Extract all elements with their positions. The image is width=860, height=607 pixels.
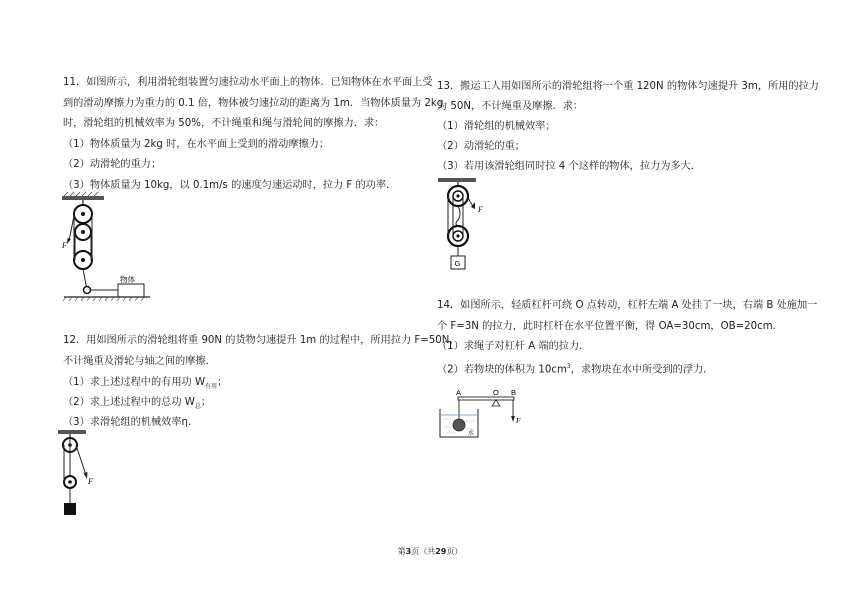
page-total: 29: [435, 547, 447, 556]
q11-stem-line-2: 到的滑动摩擦力为重力的 0.1 倍，物体被匀速拉动的距离为 1m．当物体质量为 2kg: [63, 98, 444, 109]
q13-stem-line-1: 13．搬运工人用如图所示的滑轮组将一个重 120N 的物体匀速提升 3m，所用的拉力: [437, 81, 819, 92]
q14-force-label: F: [516, 416, 521, 425]
q12-sub-2: （2）求上述过程中的总功 $W_总$；: [63, 397, 212, 411]
q12-stem-line-2: 不计绳重及滑轮与轴之间的摩擦．: [63, 356, 216, 367]
q13-pulley-figure: [438, 178, 498, 270]
q14-stem-line-1: 14．如图所示，轻质杠杆可绕 O 点转动，杠杆左端 A 处挂了一块，右端 B 处施加一: [437, 300, 818, 311]
page-footer: 第3页（共29页）: [397, 547, 463, 556]
q11-sub-1: （1）物体质量为 2kg 时，在水平面上受到的滑动摩擦力；: [63, 139, 330, 150]
q13-stem-line-2: 为 50N，不计绳重及摩擦．求：: [437, 101, 584, 112]
q11-stem-line-1: 11．如图所示，利用滑轮组装置匀速拉动水平面上的物体．已知物体在水平面上受: [63, 77, 433, 88]
q14-water-label: 水: [468, 430, 475, 437]
q12-force-label: F: [88, 477, 93, 486]
q13-force-label: F: [478, 205, 483, 214]
q13-sub-1: （1）滑轮组的机械效率；: [437, 121, 556, 132]
q12-stem-line-1: 12．用如图所示的滑轮组将重 90N 的货物匀速提升 1m 的过程中，所用拉力 F=50N，: [63, 335, 460, 346]
q11-object-label: 物体: [120, 275, 135, 284]
q11-sub-3: （3）物体质量为 10kg，以 0.1m/s 的速度匀速运动时，拉力 F 的功率.: [63, 180, 390, 191]
q14-point-b: B: [511, 388, 517, 397]
q11-pulley-figure: [60, 196, 210, 308]
q14-point-a: A: [456, 388, 462, 397]
q14-stem-line-2: 个 F=3N 的拉力，此时杠杆在水平位置平衡，得 OA=30cm，OB=20cm．: [437, 321, 783, 332]
q13-weight-label: G: [454, 259, 461, 268]
q11-stem-line-3: 时，滑轮组的机械效率为 50%，不计绳重和绳与滑轮间的摩擦力．求：: [63, 118, 385, 129]
q14-point-o: O: [493, 388, 499, 397]
q11-sub-2: （2）动滑轮的重力；: [63, 159, 162, 170]
q13-sub-3: （3）若用该滑轮组同时拉 4 个这样的物体，拉力为多大．: [437, 161, 701, 172]
q12-sub-3: （3）求滑轮组的机械效率η．: [63, 417, 199, 428]
q13-sub-2: （2）动滑轮的重；: [437, 141, 525, 152]
q11-force-label: F: [62, 241, 67, 250]
q12-pulley-figure: [58, 430, 118, 515]
q14-lever-figure: [438, 385, 533, 443]
q14-sub-2: （2）若物块的体积为 $10cm^3$，求物块在水中所受到的浮力．: [437, 363, 714, 376]
q12-sub-1: （1）求上述过程中的有用功 $W_{有用}$；: [63, 377, 228, 391]
page-number: 3: [405, 547, 412, 556]
q14-sub-1: （1）求绳子对杠杆 A 端的拉力．: [437, 341, 590, 352]
